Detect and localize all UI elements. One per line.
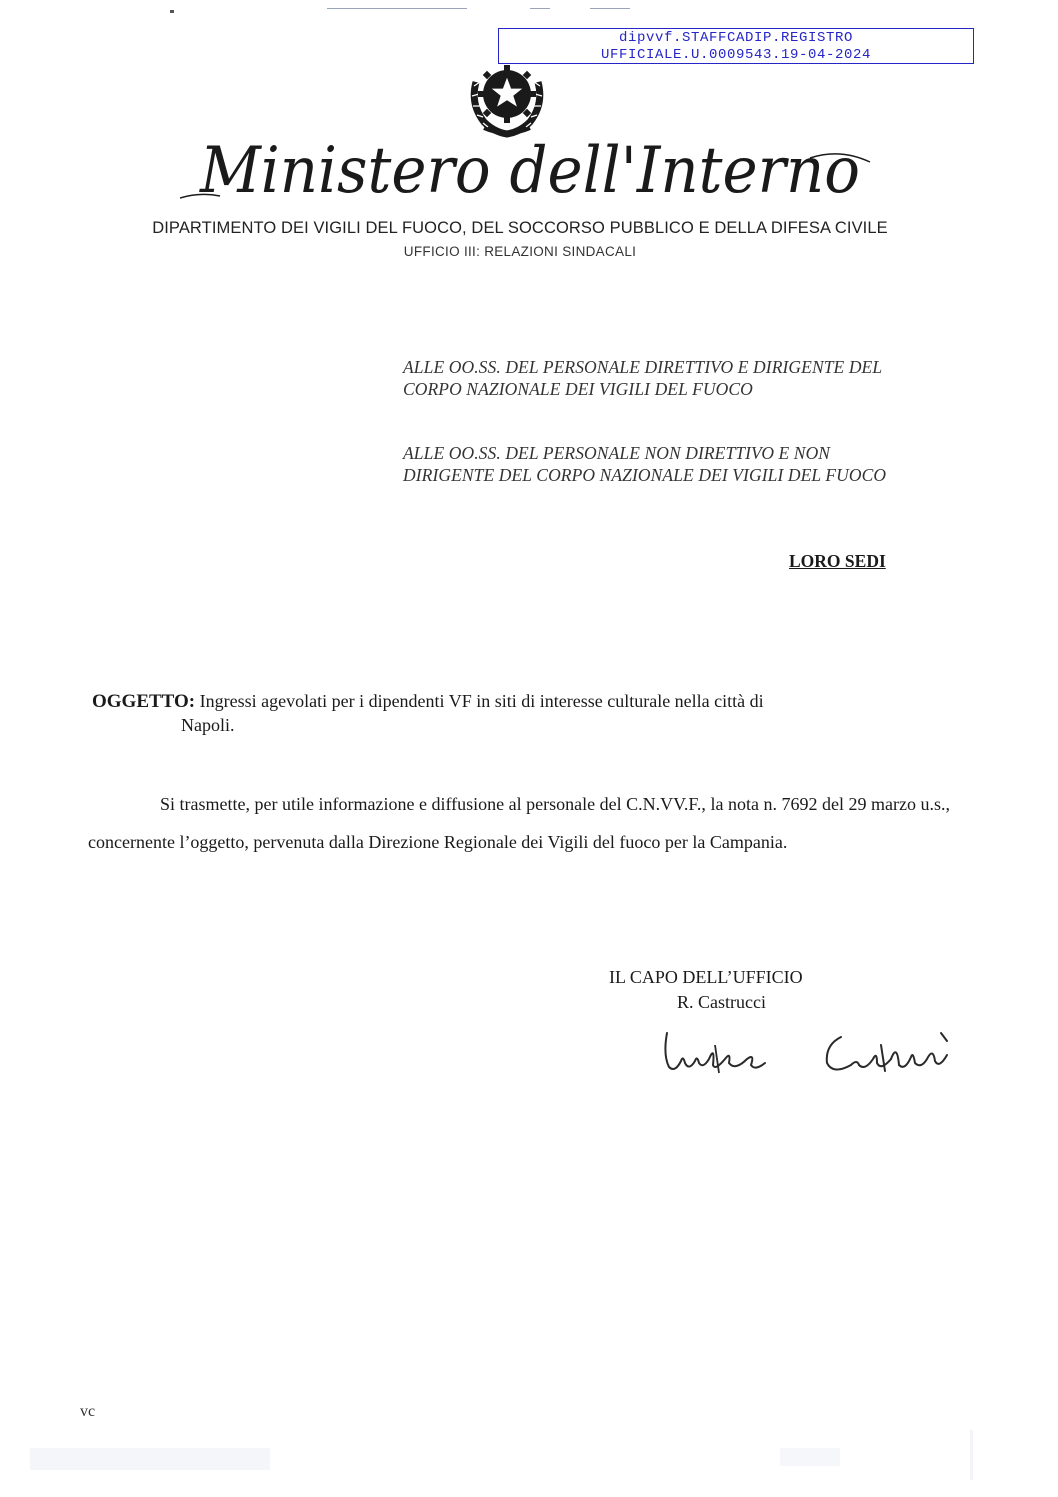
recipient-address-1 xyxy=(403,356,963,400)
loro-sedi: LORO SEDI xyxy=(789,551,886,571)
scan-mark xyxy=(170,10,174,13)
subject-text: Ingressi agevolati per i dipendenti VF in siti di interesse culturale nella città di xyxy=(199,691,764,711)
handwritten-signature xyxy=(655,1015,955,1085)
author-initials: vc xyxy=(80,1403,96,1420)
subject-label: OGGETTO: xyxy=(92,691,196,712)
protocol-line-2: UFFICIALE.U.0009543.19-04-2024 xyxy=(600,47,872,63)
body-paragraph: Si trasmette, per utile informazione e diffusione al personale del C.N.VV.F., la nota n. 7692 del 29 marzo u.s., concernente l’oggetto, pervenuta dalla Direzione Regionale dei Vigili del fuoco per la Campania. xyxy=(88,794,950,852)
office-heading: UFFICIO III: RELAZIONI SINDACALI xyxy=(403,244,637,259)
scan-mark xyxy=(530,8,550,9)
scan-smudge xyxy=(30,1448,270,1470)
ministry-name: Ministero dell'Interno xyxy=(199,134,860,208)
department-heading: DIPARTIMENTO DEI VIGILI DEL FUOCO, DEL SOCCORSO PUBBLICO E DELLA DIFESA CIVILE xyxy=(152,219,888,237)
recipient-address-2-line-1: ALLE OO.SS. DEL PERSONALE NON DIRETTIVO E NON xyxy=(403,443,831,463)
scan-mark xyxy=(327,8,467,9)
scan-smudge xyxy=(970,1430,973,1480)
signatory-role: IL CAPO DELL’UFFICIO xyxy=(609,967,803,987)
subject-line xyxy=(92,689,922,714)
ministry-title xyxy=(180,120,880,210)
recipient-address-2-line-2: DIRIGENTE DEL CORPO NAZIONALE DEI VIGILI DEL FUOCO xyxy=(403,465,887,485)
scan-mark xyxy=(590,8,630,9)
recipient-address-2 xyxy=(403,442,963,486)
protocol-stamp xyxy=(498,28,974,64)
subject-continuation: Napoli. xyxy=(181,715,235,735)
recipient-address-1-line-2: CORPO NAZIONALE DEI VIGILI DEL FUOCO xyxy=(403,379,753,399)
recipient-address-1-line-1: ALLE OO.SS. DEL PERSONALE DIRETTIVO E DIRIGENTE DEL xyxy=(403,357,883,377)
protocol-line-1: dipvvf.STAFFCADIP.REGISTRO xyxy=(618,30,854,46)
signatory-name: R. Castrucci xyxy=(677,992,766,1012)
scan-smudge xyxy=(780,1448,840,1466)
